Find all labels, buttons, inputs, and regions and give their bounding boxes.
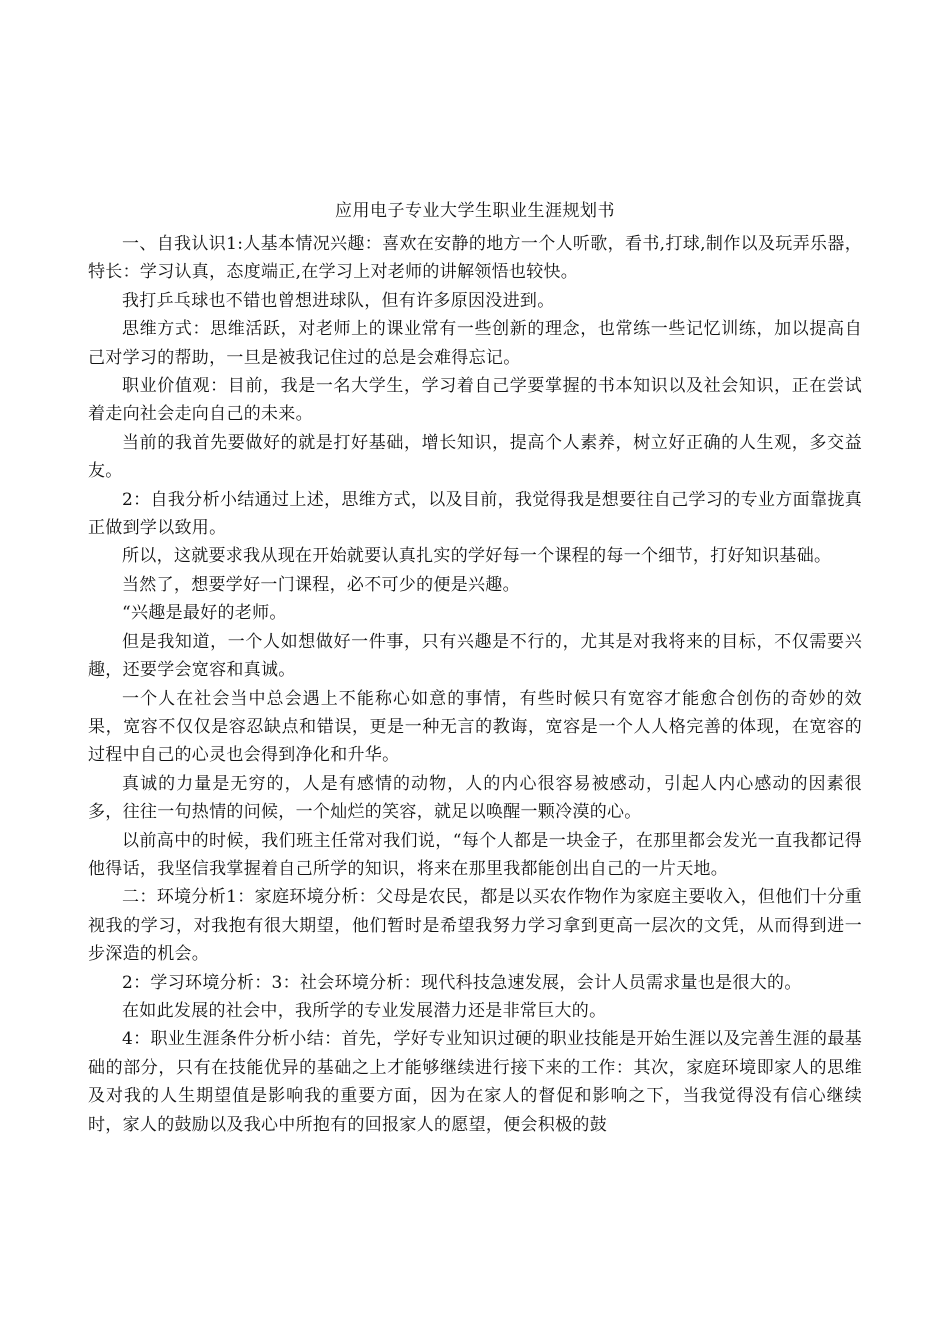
paragraph-self-intro: 一、自我认识1:人基本情况兴趣：喜欢在安静的地方一个人听歌，看书,打球,制作以及玩弄乐器， 特长：学习认真，态度端正,在学习上对老师的讲解领悟也较快。 [88,234,862,283]
paragraph-tolerance: 一个人在社会当中总会遇上不能称心如意的事情，有些时候只有宽容才能愈合创伤的奇妙的效果，宽容不仅仅是容忍缺点和错误，更是一种无言的教诲，宽容是一个人人格完善的体现，在宽容的过程中自己的心灵也会得到净化和升华。 [88,688,862,766]
paragraph-sincerity: 真诚的力量是无穷的，人是有感情的动物，人的内心很容易被感动，引起人内心感动的因素很多，往往一句热情的问候，一个灿烂的笑容，就足以唤醒一颗冷漠的心。 [88,773,862,823]
paragraph-social-environment: 2：学习环境分析：3：社会环境分析：现代科技急速发展，会计人员需求量也是很大的。 [122,972,802,993]
paragraph-thinking-style: 思维方式：思维活跃，对老师上的课业常有一些创新的理念，也常练一些记忆训练，加以提高自己对学习的帮助，一旦是被我记住过的总是会难得忘记。 [88,319,862,368]
paragraph-career-conditions: 4：职业生涯条件分析小结：首先，学好专业知识过硬的职业技能是开始生涯以及完善生涯的最基础的部分，只有在技能优异的基础之上才能够继续进行接下来的工作：其次，家庭环境即家人的思维及对我的人生期望值是影响我的重要方面，因为在家人的督促和影响之下，当我觉得没有信心继续时，家人的鼓励以及我心中所抱有的回报家人的愿望，便会积极的鼓 [88,1029,862,1135]
paragraph-interest-quote: “兴趣是最好的老师。 [122,603,287,624]
document-title: 应用电子专业大学生职业生涯规划书 [335,201,615,221]
paragraph-interest: 当然了，想要学好一门课程，必不可少的便是兴趣。 [122,574,520,595]
paragraph-tolerance-sincerity: 但是我知道，一个人如想做好一件事，只有兴趣是不行的，尤其是对我将来的目标，不仅需要兴趣，还要学会宽容和真诚。 [88,631,862,681]
paragraph-study-details: 所以，这就要求我从现在开始就要认真扎实的学好每一个课程的每一个细节，打好知识基础。 [122,546,832,567]
paragraph-foundation: 当前的我首先要做好的就是打好基础，增长知识，提高个人素养，树立好正确的人生观，多交益友。 [88,432,862,482]
paragraph-teacher-quote: 以前高中的时候，我们班主任常对我们说，“每个人都是一块金子，在那里都会发光一直我都记得他得话，我坚信我掌握着自己所学的知识，将来在那里我都能创出自己的一片天地。 [88,830,862,879]
paragraph-pingpong: 我打乒乓球也不错也曾想进球队，但有许多原因没进到。 [122,290,555,311]
paragraph-self-summary: 2：自我分析小结通过上述，思维方式，以及目前，我觉得我是想要往自己学习的专业方面靠拢真正做到学以致用。 [88,489,862,539]
paragraph-career-values: 职业价值观：目前，我是一名大学生，学习着自己学要掌握的书本知识以及社会知识，正在尝试着走向社会走向自己的未来。 [88,376,862,425]
paragraph-family-environment: 二：环境分析1：家庭环境分析：父母是农民，都是以买农作物作为家庭主要收入，但他们十分重视我的学习，对我抱有很大期望，他们暂时是希望我努力学习拿到更高一层次的文凭，从而得到进一步深造的机会。 [88,887,862,965]
paragraph-major-potential: 在如此发展的社会中，我所学的专业发展潜力还是非常巨大的。 [122,1000,607,1021]
